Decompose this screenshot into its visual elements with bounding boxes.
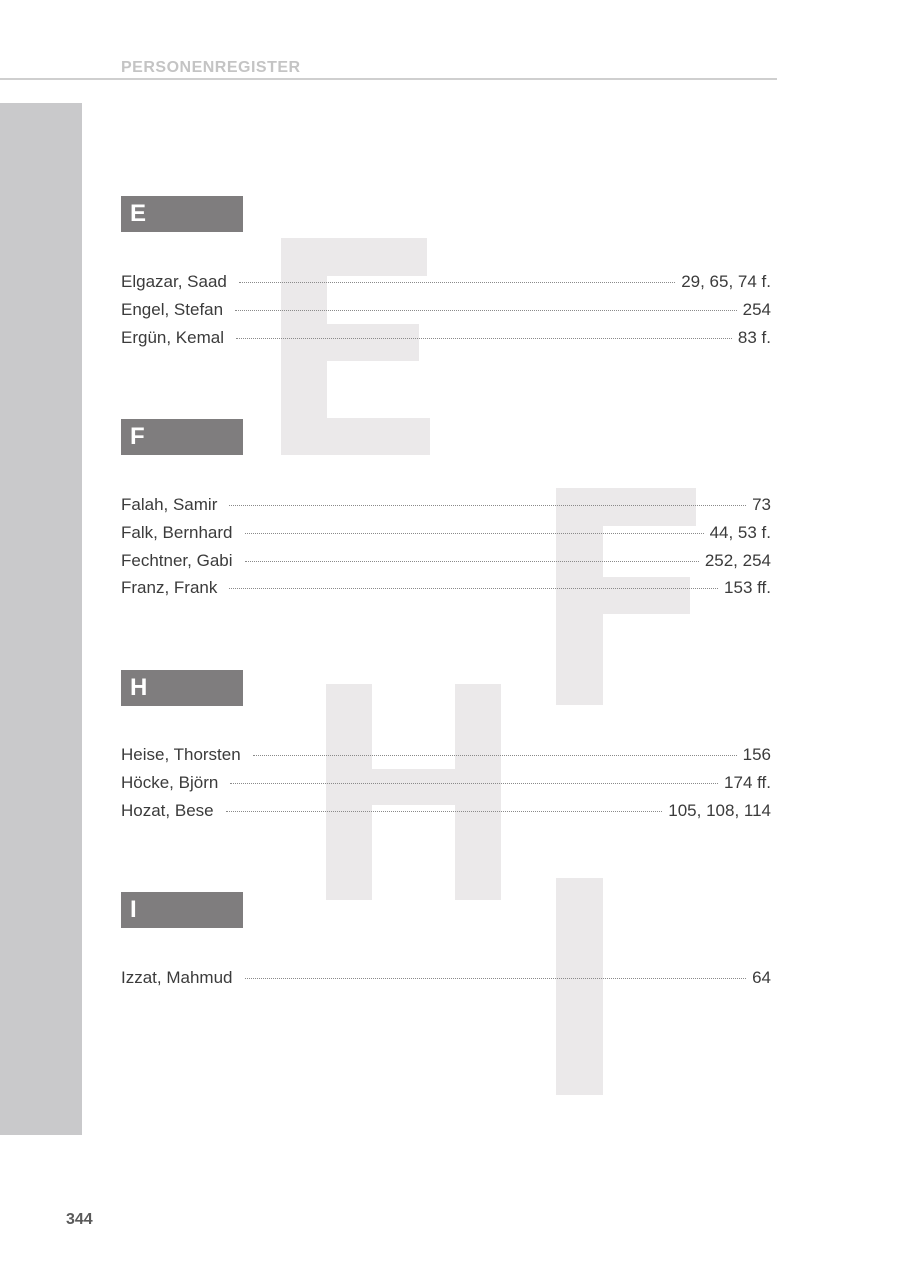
dot-leader bbox=[230, 783, 718, 784]
section-letter-i: I bbox=[121, 892, 243, 928]
dot-leader bbox=[226, 811, 663, 812]
dot-leader bbox=[253, 755, 737, 756]
entry-name: Hozat, Bese bbox=[121, 801, 214, 820]
entry-pages: 174 ff. bbox=[724, 773, 771, 792]
index-entry bbox=[121, 493, 771, 517]
section-letter-h: H bbox=[121, 670, 243, 706]
entry-pages: 44, 53 f. bbox=[709, 523, 771, 542]
index-entry bbox=[121, 326, 771, 350]
dot-leader bbox=[229, 505, 746, 506]
entry-pages: 64 bbox=[752, 968, 771, 987]
index-entry bbox=[121, 743, 771, 767]
dot-leader bbox=[229, 588, 718, 589]
entry-pages: 252, 254 bbox=[704, 551, 771, 570]
entry-name: Franz, Frank bbox=[121, 578, 218, 597]
header-rule bbox=[0, 78, 777, 80]
entry-pages: 73 bbox=[752, 495, 771, 514]
entry-pages: 105, 108, 114 bbox=[668, 801, 771, 820]
index-entry bbox=[121, 799, 771, 823]
entry-pages: 29, 65, 74 f. bbox=[681, 272, 771, 291]
index-entry bbox=[121, 298, 771, 322]
entry-name: Engel, Stefan bbox=[121, 300, 224, 319]
entry-name: Fechtner, Gabi bbox=[121, 551, 233, 570]
running-header: PERSONENREGISTER bbox=[121, 59, 301, 76]
entry-pages: 254 bbox=[742, 300, 771, 319]
entry-name: Höcke, Björn bbox=[121, 773, 219, 792]
section-letter-e: E bbox=[121, 196, 243, 232]
entry-name: Heise, Thorsten bbox=[121, 745, 241, 764]
entry-name: Elgazar, Saad bbox=[121, 272, 227, 291]
index-entry bbox=[121, 270, 771, 294]
entry-name: Falk, Bernhard bbox=[121, 523, 233, 542]
dot-leader bbox=[245, 561, 699, 562]
index-entry bbox=[121, 966, 771, 990]
entry-pages: 156 bbox=[742, 745, 771, 764]
entry-pages: 153 ff. bbox=[724, 578, 771, 597]
entry-name: Izzat, Mahmud bbox=[121, 968, 233, 987]
dot-leader bbox=[245, 533, 704, 534]
page-number: 344 bbox=[66, 1211, 93, 1228]
entry-name: Ergün, Kemal bbox=[121, 328, 224, 347]
dot-leader bbox=[245, 978, 747, 979]
entry-pages: 83 f. bbox=[737, 328, 771, 347]
entry-name: Falah, Samir bbox=[121, 495, 218, 514]
side-color-band bbox=[0, 103, 82, 1135]
dot-leader bbox=[239, 282, 675, 283]
index-entry bbox=[121, 576, 771, 600]
index-entry bbox=[121, 771, 771, 795]
dot-leader bbox=[235, 310, 737, 311]
dot-leader bbox=[236, 338, 732, 339]
index-entry bbox=[121, 549, 771, 573]
section-letter-f: F bbox=[121, 419, 243, 455]
index-entry bbox=[121, 521, 771, 545]
